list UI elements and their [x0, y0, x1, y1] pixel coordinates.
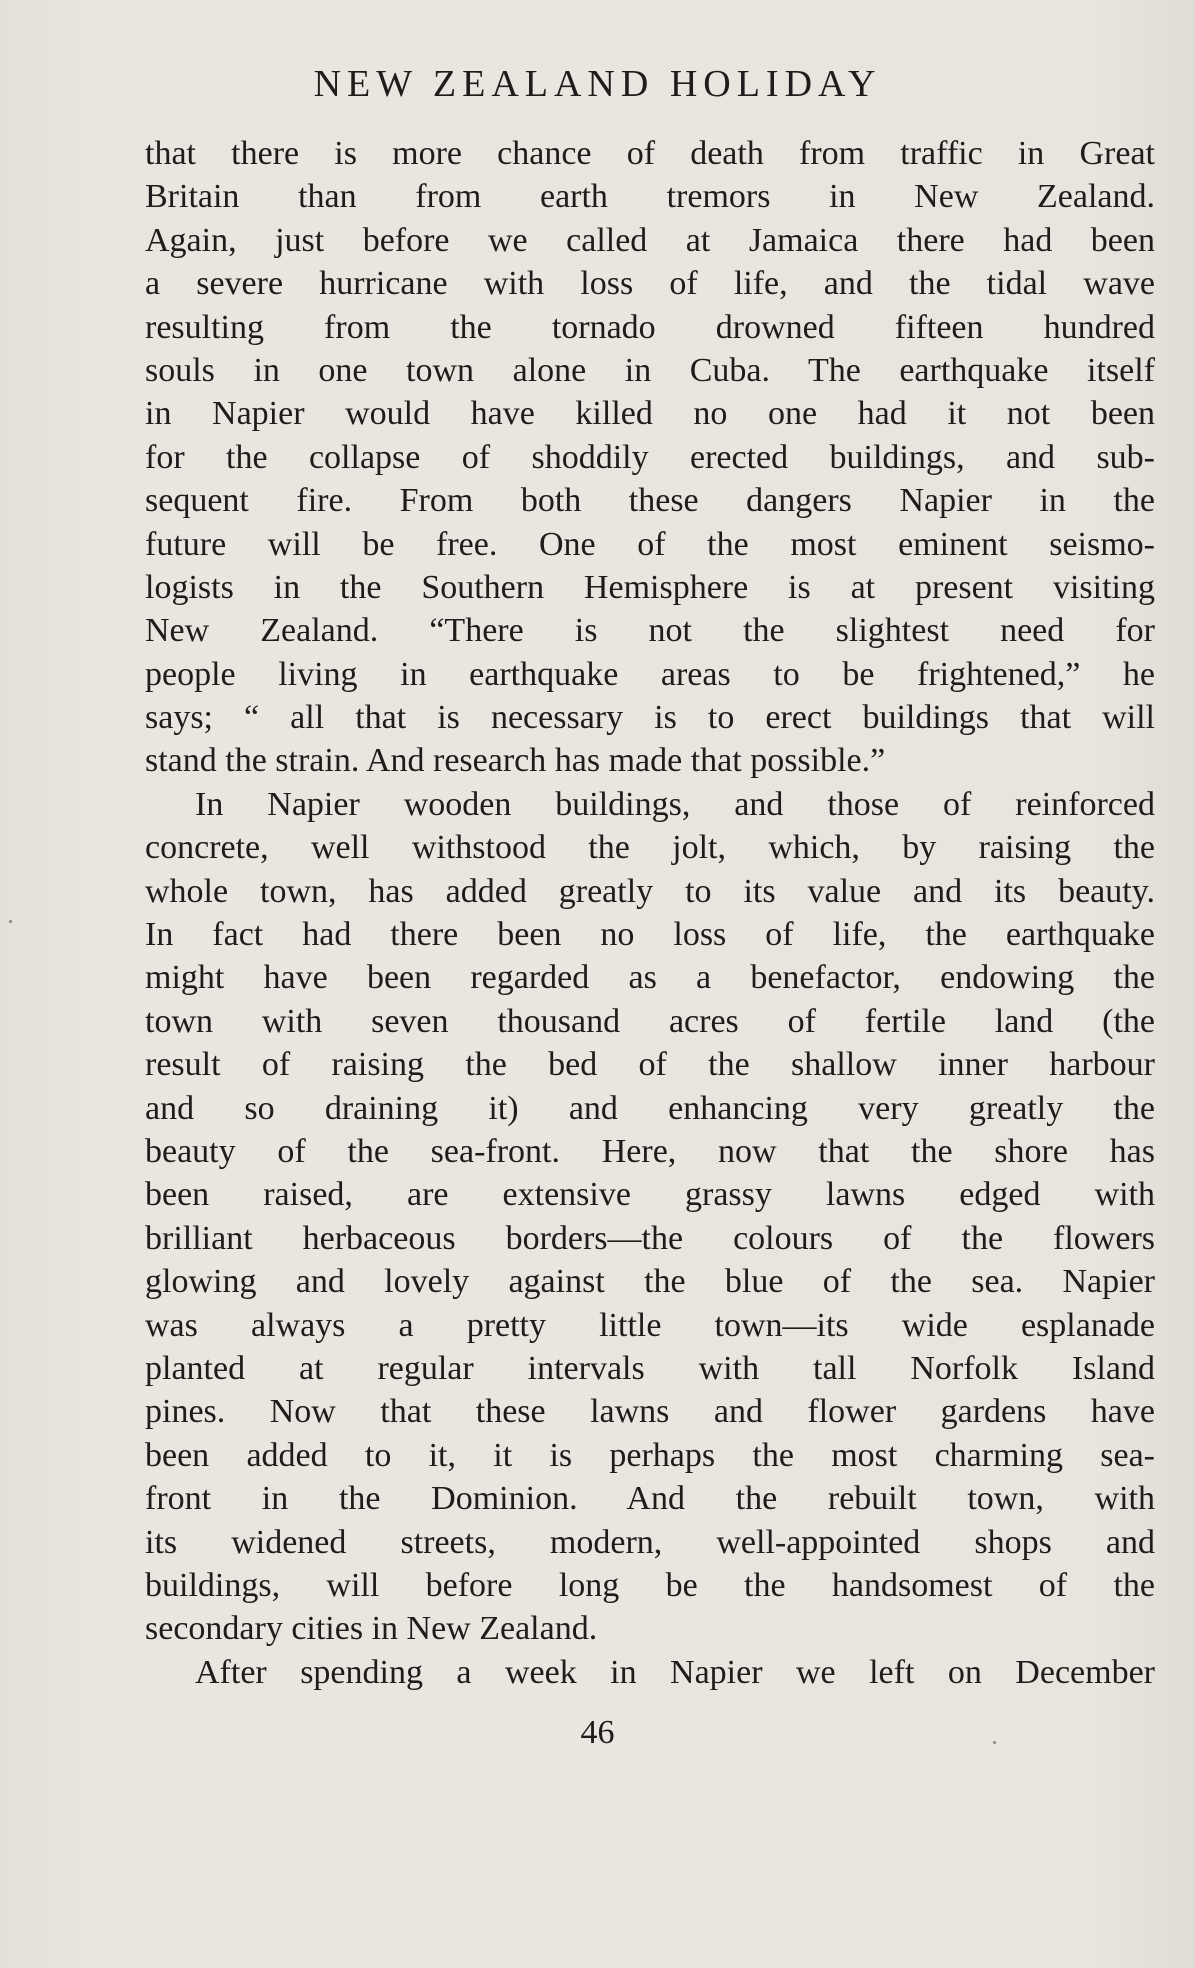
text-line: secondary cities in New Zealand. — [145, 1610, 598, 1648]
text-line: in Napier would have killed no one had it not been — [145, 395, 1155, 433]
text-line: In fact had there been no loss of life, the earthquake — [145, 916, 1155, 954]
text-line: been raised, are extensive grassy lawns edged with — [145, 1176, 1155, 1214]
text-line: logists in the Southern Hemisphere is at present visiting — [145, 568, 1155, 606]
text-line: front in the Dominion. And the rebuilt town, with — [145, 1480, 1155, 1518]
text-line: might have been regarded as a benefactor, endowing the — [145, 959, 1155, 997]
text-line: future will be free. One of the most eminent seismo- — [145, 525, 1155, 563]
running-head: NEW ZEALAND HOLIDAY — [313, 63, 882, 105]
text-line: was always a pretty little town—its wide esplanade — [145, 1306, 1155, 1344]
text-line: souls in one town alone in Cuba. The earthquake itself — [145, 351, 1155, 389]
text-line: concrete, well withstood the jolt, which, by raising the — [145, 829, 1155, 867]
text-line: a severe hurricane with loss of life, and the tidal wave — [145, 265, 1155, 303]
text-line: for the collapse of shoddily erected buildings, and sub- — [145, 438, 1155, 476]
text-line: people living in earthquake areas to be frightened,” he — [145, 655, 1155, 693]
text-line: sequent fire. From both these dangers Napier in the — [145, 482, 1155, 520]
text-line: brilliant herbaceous borders—the colours of the flowers — [145, 1219, 1155, 1257]
text-line: that there is more chance of death from traffic in Great — [145, 135, 1155, 172]
text-line: beauty of the sea-front. Here, now that the shore has — [145, 1132, 1155, 1170]
paper-speck — [993, 1741, 996, 1744]
text-line: been added to it, it is perhaps the most charming sea- — [145, 1436, 1155, 1474]
text-line: Again, just before we called at Jamaica there had been — [145, 221, 1155, 259]
text-line: says; “ all that is necessary is to erect buildings that will — [145, 699, 1155, 737]
text-line: resulting from the tornado drowned fifteen hundred — [145, 308, 1155, 346]
text-line: result of raising the bed of the shallow inner harbour — [145, 1046, 1155, 1084]
text-line: its widened streets, modern, well-appointed shops and — [145, 1523, 1155, 1561]
text-line: buildings, will before long be the handsomest of the — [145, 1566, 1155, 1604]
page-number: 46 — [580, 1714, 615, 1751]
text-line: and so draining it) and enhancing very greatly the — [145, 1089, 1155, 1127]
paragraph-start-line: In Napier wooden buildings, and those of reinforced — [195, 785, 1155, 823]
text-line: Britain than from earth tremors in New Zealand. — [145, 178, 1155, 216]
text-line: glowing and lovely against the blue of the sea. Napier — [145, 1263, 1155, 1301]
text-line: New Zealand. “There is not the slightest need for — [145, 612, 1155, 650]
text-line: pines. Now that these lawns and flower gardens have — [145, 1393, 1155, 1431]
text-line: town with seven thousand acres of fertile land (the — [145, 1002, 1155, 1040]
text-line: whole town, has added greatly to its value and its beauty. — [145, 872, 1155, 910]
body-text — [145, 132, 1155, 1694]
paper-speck — [9, 920, 12, 923]
text-line: planted at regular intervals with tall Norfolk Island — [145, 1349, 1155, 1387]
text-line: stand the strain. And research has made that possible.” — [145, 742, 886, 780]
paragraph-start-line: After spending a week in Napier we left on December — [195, 1653, 1155, 1691]
